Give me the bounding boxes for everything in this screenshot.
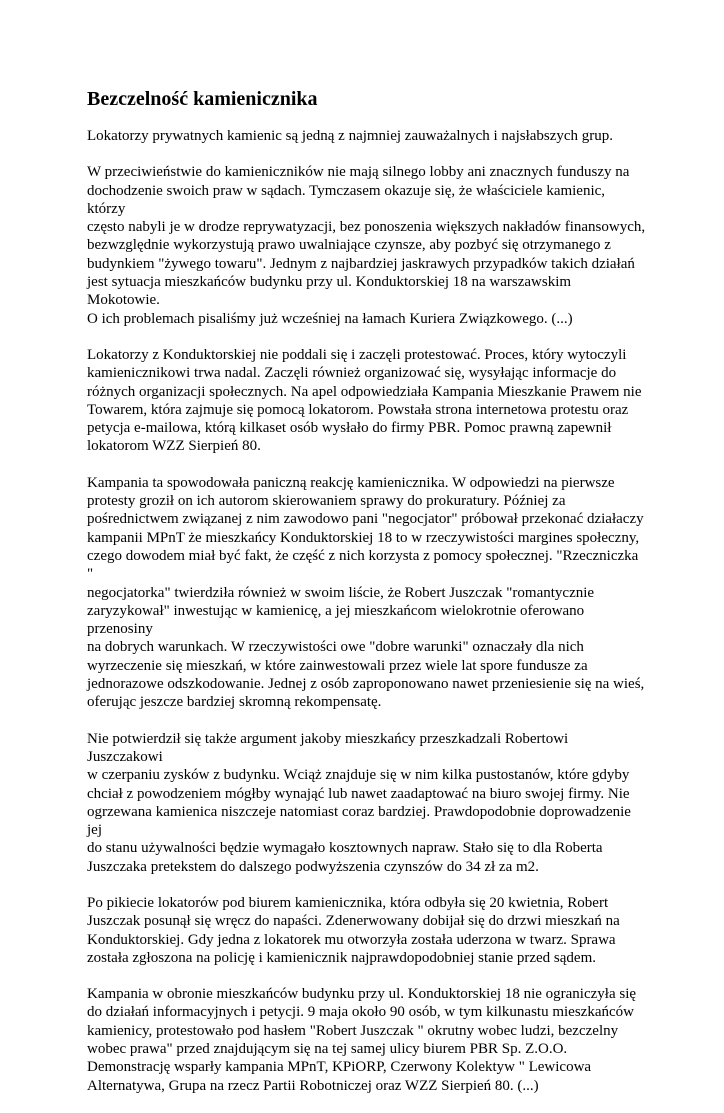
paragraph-argument: Nie potwierdził się także argument jakoby mieszkańcy przeszkadzali Robertowi Juszczakowi w czerpaniu zysków z budynku. Wciąż znajduje się w nim kilka pustostanów, które gdyby chciał z powodzeniem mógłby wynająć lub nawet zaadaptować na biuro swojej firmy. Nie ogrzewana kamienica niszczeje natomiast coraz bardziej. Prawdopodobnie doprowadzenie jej do stanu używalności będzie wymagało kosztownych napraw. Stało się to dla Roberta Juszczaka pretekstem do dalszego podwyższenia czynszów do 34 zł za m2.	[87, 730, 631, 875]
paragraph-reaction: Kampania ta spowodowała paniczną reakcję kamienicznika. W odpowiedzi na pierwsze protesty groził on ich autorom skierowaniem sprawy do prokuratury. Później za pośrednictwem związanej z nim zawodowo pani "negocjator" próbował przekonać działaczy kampanii MPnT że mieszkańcy Konduktorskiej 18 to w rzeczywistości margines społeczny, czego dowodem miał być fakt, że część z nich korzysta z pomocy społecznej. "Rzeczniczka " negocjatorka" twierdziła również w swoim liście, że Robert Juszczak "romantycznie zaryzykował" inwestując w kamienicę, a jej mieszkańcom wielokrotnie oferowano przenosiny na dobrych warunkach. W rzeczywistości owe "dobre warunki" oznaczały dla nich wyrzeczenie się mieszkań, w które zainwestowali przez wiele lat spore fundusze za jednorazowe odszkodowanie. Jednej z osób zaproponowano nawet przeniesienie się na wieś, oferując jeszcze bardziej skromną rekompensatę.	[87, 474, 645, 711]
paragraph-protest: Lokatorzy z Konduktorskiej nie poddali się i zaczęli protestować. Proces, który wytoczyli kamienicznikowi trwa nadal. Zaczęli również organizować się, wysyłając informacje do różnych organizacji społecznych. Na apel odpowiedziała Kampania Mieszkanie Prawem nie Towarem, która zajmuje się pomocą lokatorom. Powstała strona internetowa protestu oraz petycja e-mailowa, którą kilkaset osób wysłało do firmy PBR. Pomoc prawną zapewnił lokatorom WZZ Sierpień 80.	[87, 346, 642, 455]
paragraph-assault: Po pikiecie lokatorów pod biurem kamienicznika, która odbyła się 20 kwietnia, Robert Juszczak posunął się wręcz do napaści. Zdenerwowany dobijał się do drzwi mieszkań na Konduktorskiej. Gdy jedna z lokatorek mu otworzyła została uderzona w twarz. Sprawa została zgłoszona na policję i kamienicznik najprawdopodobniej stanie przed sądem.	[87, 894, 620, 966]
paragraph-demonstration: Kampania w obronie mieszkańców budynku przy ul. Konduktorskiej 18 nie ograniczyła się do działań informacyjnych i petycji. 9 maja około 90 osób, w tym kilkunastu mieszkańców kamienicy, protestowało pod hasłem "Robert Juszczak " okrutny wobec ludzi, bezczelny wobec prawa" przed znajdującym się na tej samej ulicy biurem PBR Sp. Z.O.O. Demonstrację wsparły kampania MPnT, KPiORP, Czerwony Kolektyw " Lewicowa Alternatywa, Grupa na rzecz Partii Robotniczej oraz WZZ Sierpień 80. (...)	[87, 986, 637, 1094]
paragraph-background: W przeciwieństwie do kamieniczników nie mają silnego lobby ani znacznych funduszy na dochodzenie swoich praw w sądach. Tymczasem okazuje się, że właściciele kamienic, którzy często nabyli je w drodze reprywatyzacji, bez ponoszenia większych nakładów finansowych, bezwzględnie wykorzystują prawo uwalniające czynsze, aby pozbyć się otrzymanego z budynkiem "żywego towaru". Jednym z najbardziej jaskrawych przypadków takich działań jest sytuacja mieszkańców budynku przy ul. Konduktorskiej 18 na warszawskim Mokotowie. O ich problemach pisaliśmy już wcześniej na łamach Kuriera Związkowego. (...)	[87, 164, 646, 327]
paragraph-intro: Lokatorzy prywatnych kamienic są jedną z najmniej zauważalnych i najsłabszych grup.	[87, 128, 614, 144]
article-title: Bezczelność kamienicznika	[87, 88, 318, 110]
document-page	[87, 87, 647, 1113]
